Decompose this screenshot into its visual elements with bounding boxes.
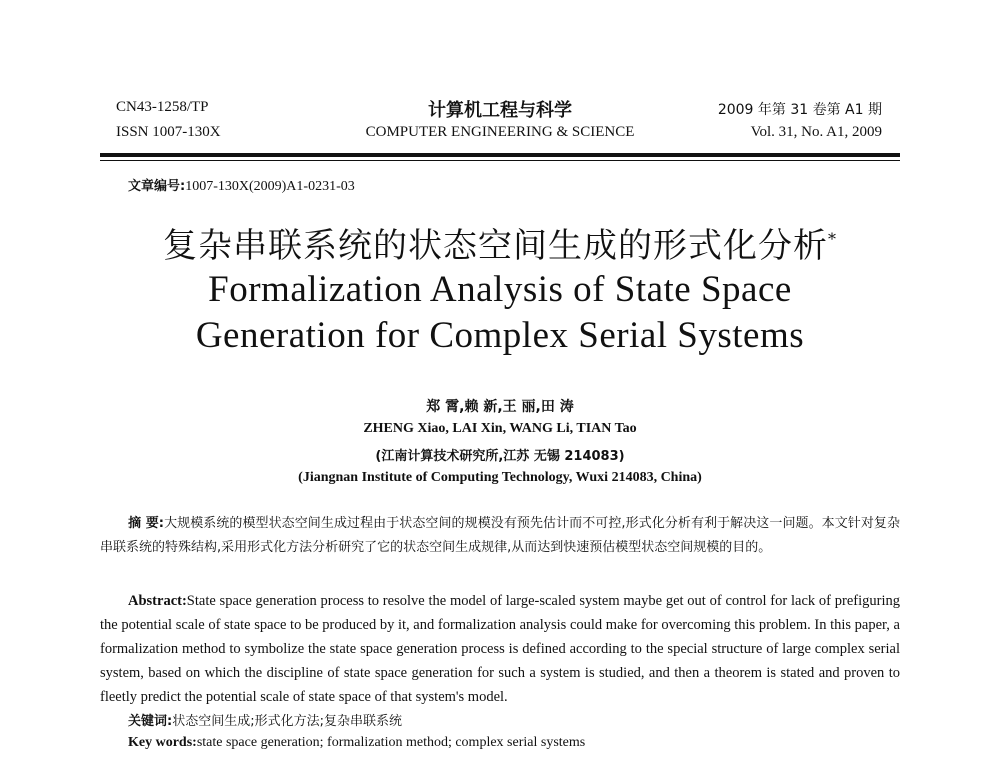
abstract-cn-text: 大规模系统的模型状态空间生成过程由于状态空间的规模没有预先估计而不可控,形式化分析有利于解决这一问题。本文针对复杂串联系统的特殊结构,采用形式化方法分析研究了它的状态空间生成规律,从而达到快速预估模型状态空间规模的目的。	[100, 516, 900, 555]
authors-cn: 郑 霄,赖 新,王 丽,田 涛	[426, 399, 574, 415]
journal-name-cn: 计算机工程与科学	[428, 100, 572, 121]
abstract-cn-label: 摘 要:	[128, 516, 164, 531]
keywords-en	[128, 735, 585, 751]
header-rule-thin	[100, 160, 900, 161]
keywords-en-text: state space generation; formalization method; complex serial systems	[196, 735, 586, 750]
issue-en: Vol. 31, No. A1, 2009	[750, 124, 882, 140]
title-cn-text: 复杂串联系统的状态空间生成的形式化分析	[163, 226, 828, 266]
keywords-en-label: Key words:	[128, 735, 197, 750]
article-number-label: 文章编号:	[128, 179, 186, 194]
abstract-en-label: Abstract:	[128, 593, 187, 609]
title-footnote-mark: *	[828, 229, 837, 249]
abstract-cn	[100, 512, 900, 560]
article-number-value: 1007-130X(2009)A1-0231-03	[185, 179, 355, 194]
authors-en: ZHENG Xiao, LAI Xin, WANG Li, TIAN Tao	[363, 421, 637, 436]
abstract-en-text: State space generation process to resolve the model of large-scaled system maybe get out of control for lack of prefiguring the potential scale of state space to be produced by it, and formalization analysis could make for overcoming this problem. In this paper, a formalization method to symbolize the state space generation process is defined according to the special structure of large complex serial system, based on which the discipline of state space generation for such a system is studied, and then a theorem is stated and proven to fleetly predict the potential scale of state space of that system's model.	[100, 593, 900, 705]
keywords-cn	[128, 710, 402, 729]
affiliation-en: (Jiangnan Institute of Computing Technology, Wuxi 214083, China)	[298, 470, 702, 485]
article-number	[128, 175, 355, 195]
keywords-cn-text: 状态空间生成;形式化方法;复杂串联系统	[172, 714, 402, 729]
issn: ISSN 1007-130X	[116, 124, 221, 140]
journal-name-en: COMPUTER ENGINEERING & SCIENCE	[365, 124, 635, 140]
header-rule-thick	[100, 153, 900, 157]
title-en-line1: Formalization Analysis of State Space	[208, 269, 792, 310]
keywords-cn-label: 关键词:	[128, 714, 173, 729]
issue-cn: 2009 年第 31 卷第 A1 期	[717, 102, 882, 118]
abstract-en	[100, 589, 900, 709]
affiliation-cn: (江南计算技术研究所,江苏 无锡 214083)	[375, 449, 625, 464]
journal-code: CN43-1258/TP	[116, 99, 209, 115]
title-cn	[0, 218, 1000, 267]
title-en-line2: Generation for Complex Serial Systems	[195, 315, 805, 356]
